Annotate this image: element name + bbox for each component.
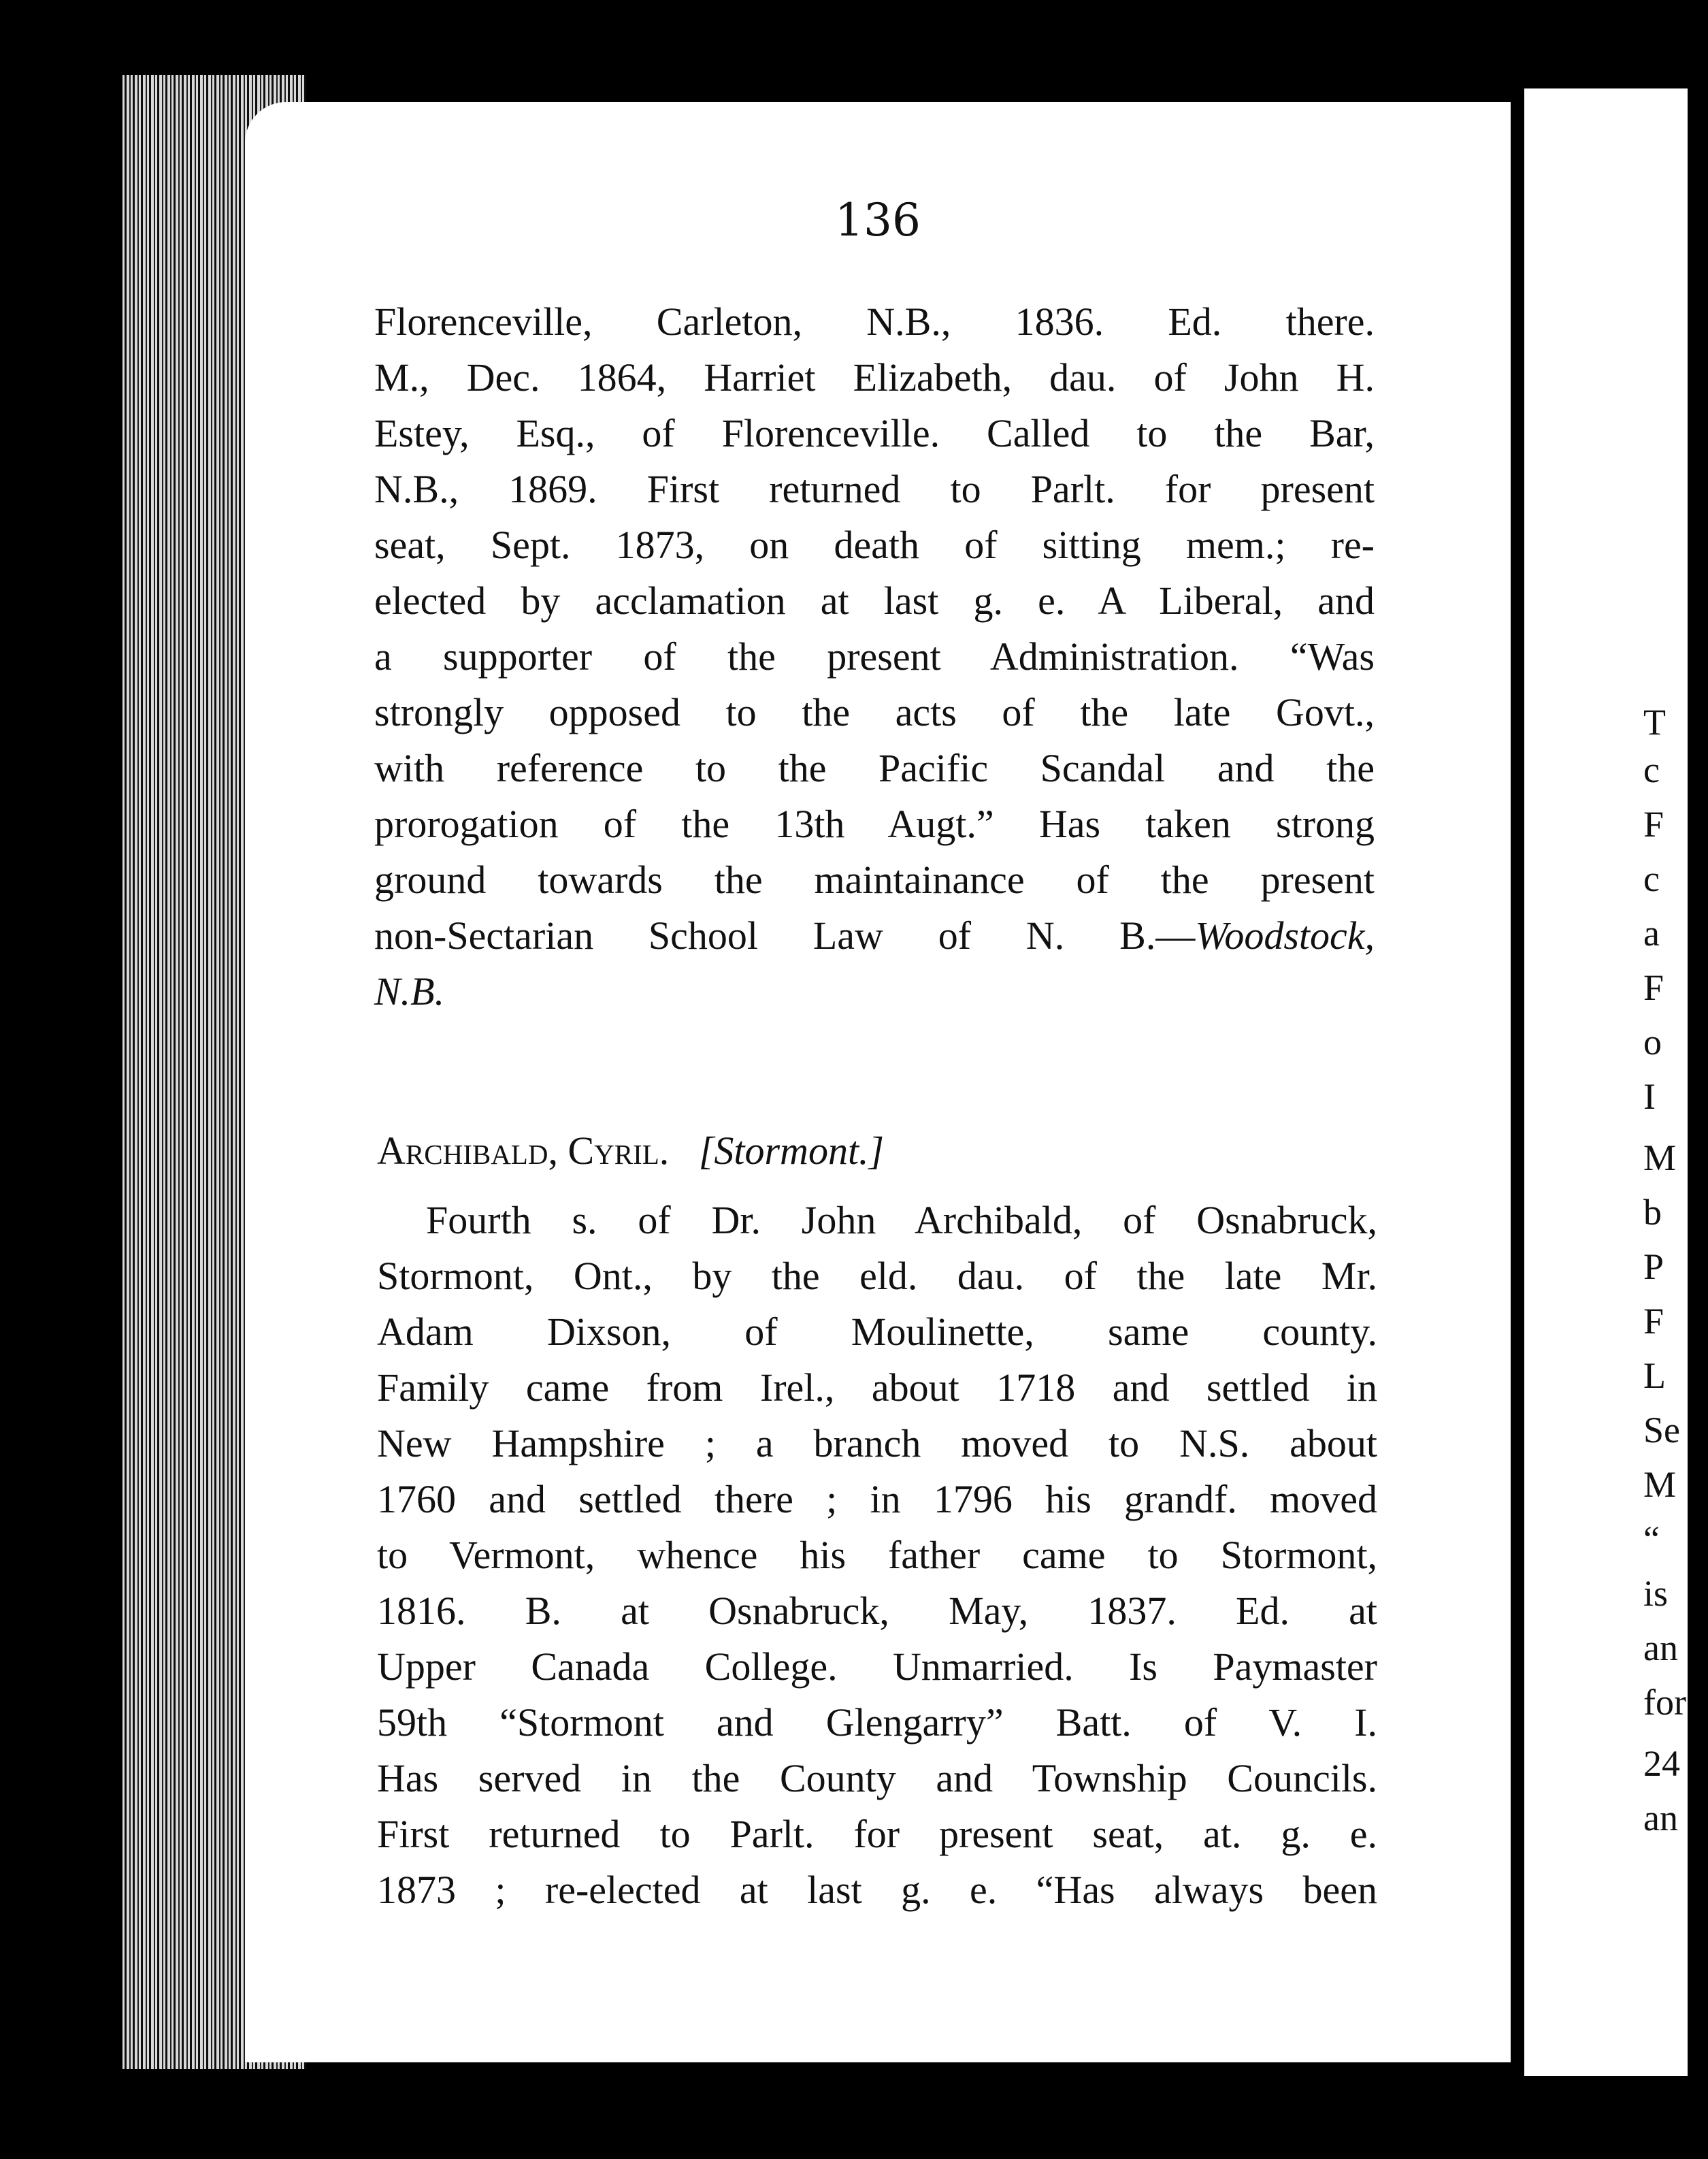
facing-page-fragment: is [1643, 1573, 1669, 1614]
text-line: Fourth s. of Dr. John Archibald, of Osnabruck, [426, 1198, 1377, 1242]
text-line: 1816. B. at Osnabruck, May, 1837. Ed. at [377, 1589, 1377, 1633]
facing-page-fragment: M [1643, 1137, 1677, 1178]
facing-page-fragment: T [1643, 702, 1666, 743]
text-line: with reference to the Pacific Scandal and the [374, 746, 1375, 790]
facing-page-fragment: o [1643, 1022, 1662, 1062]
text-line: seat, Sept. 1873, on death of sitting mem.; re- [374, 523, 1375, 567]
text-line: prorogation of the 13th Augt.” Has taken strong [374, 802, 1375, 846]
residence-italic: Woodstock, [1195, 913, 1375, 958]
text-line: ground towards the maintainance of the present [374, 858, 1375, 902]
text-line-residence [374, 908, 1375, 964]
text-line: Upper Canada College. Unmarried. Is Paymaster [377, 1644, 1377, 1689]
text-line: New Hampshire ; a branch moved to N.S. about [377, 1421, 1377, 1465]
text-line: Family came from Irel., about 1718 and settled in [377, 1365, 1377, 1410]
residence-italic-end: N.B. [374, 969, 445, 1013]
facing-page-fragment: “ [1643, 1519, 1660, 1559]
text-line: 59th “Stormont and Glengarry” Batt. of V. I. [377, 1700, 1377, 1744]
text-plain: non-Sectarian School Law of N. B.— [374, 913, 1196, 958]
facing-page-fragment: P [1643, 1246, 1664, 1287]
facing-page-fragment: Se [1643, 1410, 1680, 1450]
text-line: Estey, Esq., of Florenceville. Called to the Bar, [374, 411, 1375, 455]
facing-page-fragment: an [1643, 1627, 1678, 1668]
facing-page-fragment: for [1643, 1682, 1686, 1723]
text-line: strongly opposed to the acts of the late Govt., [374, 690, 1375, 734]
text-line: Adam Dixson, of Moulinette, same county. [377, 1310, 1377, 1354]
facing-page-fragment: L [1643, 1355, 1666, 1396]
text-line: First returned to Parlt. for present seat, at. g. e. [377, 1812, 1377, 1856]
entry-name: Archibald, Cyril. [377, 1129, 670, 1173]
entry-heading [377, 1123, 1377, 1179]
facing-page-fragment: a [1643, 913, 1660, 954]
text-line: to Vermont, whence his father came to Stormont, [377, 1533, 1377, 1577]
facing-page-fragment: c [1643, 749, 1660, 790]
text-line: Florenceville, Carleton, N.B., 1836. Ed. there. [374, 299, 1375, 344]
facing-page-fragment: c [1643, 858, 1660, 899]
facing-page-fragment: I [1643, 1076, 1656, 1117]
book-page [245, 102, 1511, 2062]
text-line: 1760 and settled there ; in 1796 his grandf. moved [377, 1477, 1377, 1521]
entry-archibald [377, 1123, 1377, 1918]
text-line: M., Dec. 1864, Harriet Elizabeth, dau. of John H. [374, 355, 1375, 400]
text-line: elected by acclamation at last g. e. A Liberal, and [374, 579, 1375, 623]
facing-page-fragment: M [1643, 1464, 1677, 1505]
facing-page-fragment: 24 [1643, 1743, 1680, 1784]
facing-page-fragment: F [1643, 967, 1664, 1008]
facing-page-fragment: an [1643, 1798, 1678, 1838]
text-line: 1873 ; re-elected at last g. e. “Has always been [377, 1868, 1377, 1912]
facing-page-fragment: b [1643, 1192, 1662, 1233]
facing-page-fragment: F [1643, 804, 1664, 845]
entry-continued [374, 294, 1375, 1020]
facing-page-fragment: F [1643, 1301, 1664, 1342]
page-number: 136 [835, 194, 921, 246]
text-line: N.B., 1869. First returned to Parlt. for present [374, 467, 1375, 511]
text-line: a supporter of the present Administration. “Was [374, 634, 1375, 679]
entry-constituency: [Stormont.] [698, 1129, 885, 1173]
text-line: Has served in the County and Township Councils. [377, 1756, 1377, 1800]
text-line: Stormont, Ont., by the eld. dau. of the late Mr. [377, 1254, 1377, 1298]
